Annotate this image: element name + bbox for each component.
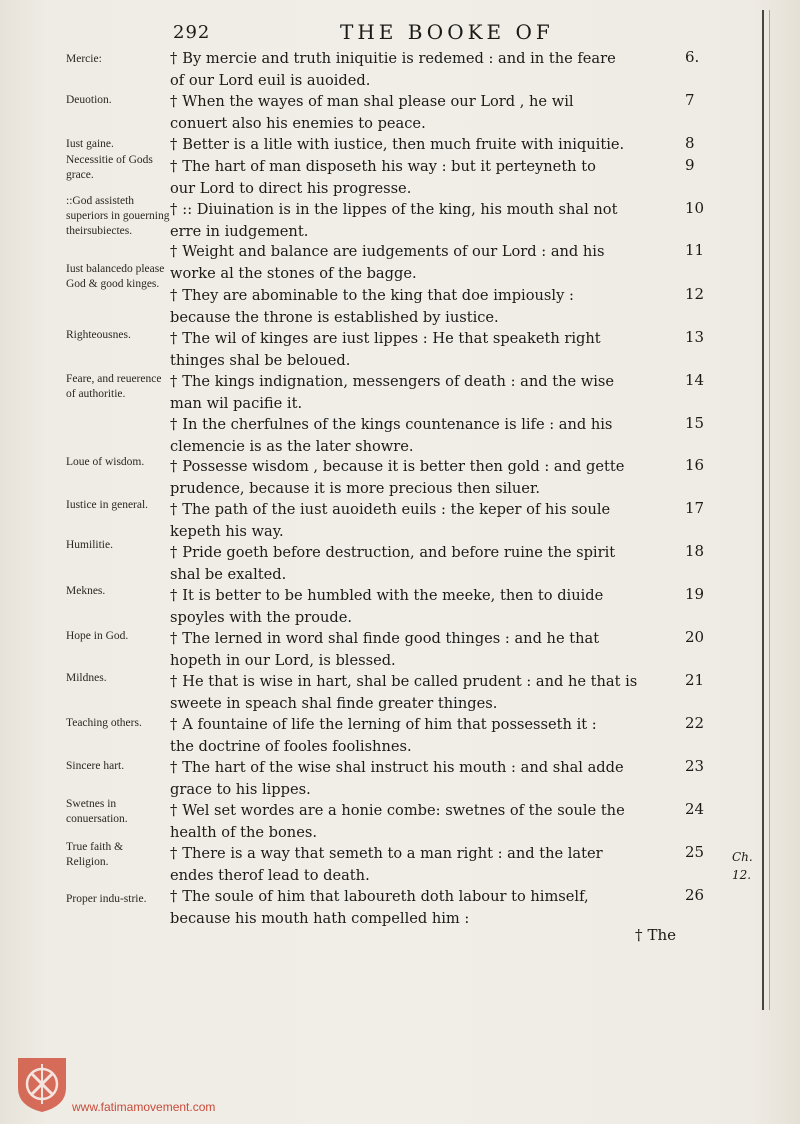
verse	[170, 542, 690, 586]
cross-mark-icon	[170, 587, 177, 604]
verse-number: 26	[685, 886, 705, 904]
verse-line: erre in iudgement.	[170, 223, 309, 240]
verse	[170, 156, 690, 200]
verse-line	[170, 91, 690, 113]
verse-line	[170, 671, 690, 693]
verse-line	[170, 499, 690, 521]
verse-number: 8	[685, 134, 695, 152]
margin-note: Humilitie.	[66, 539, 113, 551]
verse-text: The soule of him that laboureth doth labour to himself,	[182, 888, 589, 905]
verse-number: 25	[685, 843, 705, 861]
cross-mark-icon	[170, 287, 177, 304]
margin-note: Teaching others.	[66, 717, 142, 729]
cross-mark-icon	[170, 330, 177, 347]
verse	[170, 414, 690, 458]
verse-line	[170, 456, 690, 478]
margin-note: Necessitie of Gods grace.	[66, 154, 153, 181]
verse-line: thinges shal be beloued.	[170, 352, 351, 369]
verse	[170, 585, 690, 629]
verse-line	[170, 328, 690, 350]
verse	[170, 628, 690, 672]
side-reference	[732, 848, 772, 884]
verse-line	[170, 843, 690, 865]
cross-mark-icon	[170, 201, 177, 218]
verse-line	[170, 241, 690, 263]
verse-number: 18	[685, 542, 705, 560]
verse-number: 24	[685, 800, 705, 818]
verse	[170, 328, 690, 372]
verse	[170, 757, 690, 801]
verse	[170, 285, 690, 329]
verse-number: 13	[685, 328, 705, 346]
verse-text: The hart of the wise shal instruct his mouth : and shal adde	[182, 759, 624, 776]
cross-mark-icon	[170, 158, 177, 175]
fatima-seal-icon	[14, 1054, 70, 1114]
side-reference-number: 12.	[732, 868, 752, 882]
cross-mark-icon	[170, 373, 177, 390]
running-title: THE BOOKE OF	[340, 20, 554, 44]
verse	[170, 499, 690, 543]
verse-line: man wil pacifie it.	[170, 395, 303, 412]
verse-text: Possesse wisdom , because it is better then gold : and gette	[182, 458, 625, 475]
cross-mark-icon	[170, 50, 177, 67]
verse	[170, 48, 690, 92]
margin-note: Meknes.	[66, 585, 106, 597]
verse-number: 15	[685, 414, 705, 432]
verse-line	[170, 371, 690, 393]
verse-text: Better is a litle with iustice, then much fruite with iniquitie.	[182, 136, 625, 153]
verse	[170, 843, 690, 887]
verse-text: A fountaine of life the lerning of him that possesseth it :	[182, 716, 597, 733]
margin-note: Mercie:	[66, 53, 102, 65]
verse-number: 21	[685, 671, 705, 689]
verse-line	[170, 48, 690, 70]
verse-line	[170, 628, 690, 650]
verse-line: prudence, because it is more precious then siluer.	[170, 480, 540, 497]
cross-mark-icon	[170, 802, 177, 819]
verse-line: endes therof lead to death.	[170, 867, 370, 884]
verse-line	[170, 542, 690, 564]
cross-mark-icon	[170, 630, 177, 647]
cross-mark-icon	[170, 544, 177, 561]
verse-text: The lerned in word shal finde good thinges : and he that	[182, 630, 600, 647]
margin-note: Iust balancedo please God & good kinges.	[66, 263, 165, 290]
margin-note: ::God assisteth superiors in gouerning theirsubiectes.	[66, 195, 170, 237]
verse-number: 9	[685, 156, 695, 174]
verse-number: 19	[685, 585, 705, 603]
margin-note: Deuotion.	[66, 94, 112, 106]
verse	[170, 241, 690, 285]
verse-line: our Lord to direct his progresse.	[170, 180, 412, 197]
cross-mark-icon	[170, 759, 177, 776]
margin-note: Loue of wisdom.	[66, 456, 145, 468]
verse-number: 17	[685, 499, 705, 517]
verse-number: 23	[685, 757, 705, 775]
verse-text: The kings indignation, messengers of death : and the wise	[182, 373, 615, 390]
verse-text: In the cherfulnes of the kings countenance is life : and his	[182, 416, 613, 433]
verse	[170, 714, 690, 758]
verse-number: 16	[685, 456, 705, 474]
verse-line: hopeth in our Lord, is blessed.	[170, 652, 396, 669]
cross-mark-icon	[170, 93, 177, 110]
verse-text: Pride goeth before destruction, and before ruine the spirit	[182, 544, 616, 561]
verse-number: 14	[685, 371, 705, 389]
verse-line	[170, 800, 690, 822]
verse-line: kepeth his way.	[170, 523, 284, 540]
verse-line	[170, 156, 690, 178]
verse-number: 12	[685, 285, 705, 303]
verse-line: worke al the stones of the bagge.	[170, 265, 417, 282]
verse	[170, 800, 690, 844]
verse-text: There is a way that semeth to a man right : and the later	[182, 845, 603, 862]
verse-number: 10	[685, 199, 705, 217]
verse-line	[170, 886, 690, 908]
verse-line: spoyles with the proude.	[170, 609, 353, 626]
verse-number: 20	[685, 628, 705, 646]
verse-text: :: Diuination is in the lippes of the king, his mouth shal not	[182, 201, 618, 218]
verse-line: because the throne is established by iustice.	[170, 309, 499, 326]
verse-text: The wil of kinges are iust lippes : He that speaketh right	[182, 330, 601, 347]
side-reference-chapter: Ch.	[732, 850, 753, 864]
verse-text: The path of the iust auoideth euils : the keper of his soule	[182, 501, 611, 518]
verse-number: 11	[685, 241, 705, 259]
cross-mark-icon	[170, 501, 177, 518]
verse-line: shal be exalted.	[170, 566, 287, 583]
catchword-text: The	[647, 926, 677, 944]
verse-line: because his mouth hath compelled him :	[170, 910, 470, 927]
verse-line	[170, 285, 690, 307]
verse-text: Wel set wordes are a honie combe: swetnes of the soule the	[182, 802, 625, 819]
verse-number: 6.	[685, 48, 700, 66]
catchword	[635, 926, 676, 944]
verse-text: Weight and balance are iudgements of our Lord : and his	[182, 243, 605, 260]
verse-line: grace to his lippes.	[170, 781, 311, 798]
margin-note: Swetnes in conuersation.	[66, 798, 128, 825]
cross-mark-icon	[170, 416, 177, 433]
margin-note: Mildnes.	[66, 672, 107, 684]
verse-text: When the wayes of man shal please our Lord , he wil	[182, 93, 574, 110]
verse-line	[170, 199, 690, 221]
verse	[170, 671, 690, 715]
verse-line	[170, 585, 690, 607]
cross-mark-icon	[635, 926, 643, 944]
verse	[170, 199, 690, 243]
cross-mark-icon	[170, 136, 177, 153]
verse	[170, 456, 690, 500]
margin-note: Proper indu-strie.	[66, 893, 147, 905]
verse-line: health of the bones.	[170, 824, 317, 841]
verse-line	[170, 714, 690, 736]
verse-text: He that is wise in hart, shal be called prudent : and he that is	[182, 673, 638, 690]
margin-note: Righteousnes.	[66, 329, 131, 341]
margin-note: True faith & Religion.	[66, 841, 124, 868]
watermark-text: www.fatimamovement.com	[72, 1100, 216, 1114]
verse-text: The hart of man disposeth his way : but it perteyneth to	[182, 158, 596, 175]
margin-note: Feare, and reuerence of authoritie.	[66, 373, 162, 400]
verse-text: They are abominable to the king that doe impiously :	[182, 287, 574, 304]
verse	[170, 91, 690, 135]
verse-line: clemencie is as the later showre.	[170, 438, 414, 455]
cross-mark-icon	[170, 673, 177, 690]
verse-number: 22	[685, 714, 705, 732]
margin-note: Hope in God.	[66, 630, 129, 642]
verse-text: By mercie and truth iniquitie is redemed : and in the feare	[182, 50, 616, 67]
cross-mark-icon	[170, 716, 177, 733]
verse-line: conuert also his enemies to peace.	[170, 115, 426, 132]
cross-mark-icon	[170, 243, 177, 260]
verse	[170, 886, 690, 930]
margin-note: Iust gaine.	[66, 138, 114, 150]
cross-mark-icon	[170, 458, 177, 475]
margin-note: Iustice in general.	[66, 499, 149, 511]
verse-line	[170, 414, 690, 436]
cross-mark-icon	[170, 845, 177, 862]
verse-line: sweete in speach shal finde greater thinges.	[170, 695, 498, 712]
verse-line: of our Lord euil is auoided.	[170, 72, 371, 89]
verse	[170, 371, 690, 415]
verse-line	[170, 757, 690, 779]
verse-number: 7	[685, 91, 695, 109]
margin-note: Sincere hart.	[66, 760, 125, 772]
verse-text: It is better to be humbled with the meeke, then to diuide	[182, 587, 604, 604]
verse-line	[170, 134, 690, 156]
page-number: 292	[173, 22, 211, 43]
verse	[170, 134, 690, 156]
cross-mark-icon	[170, 888, 177, 905]
verse-line: the doctrine of fooles foolishnes.	[170, 738, 412, 755]
